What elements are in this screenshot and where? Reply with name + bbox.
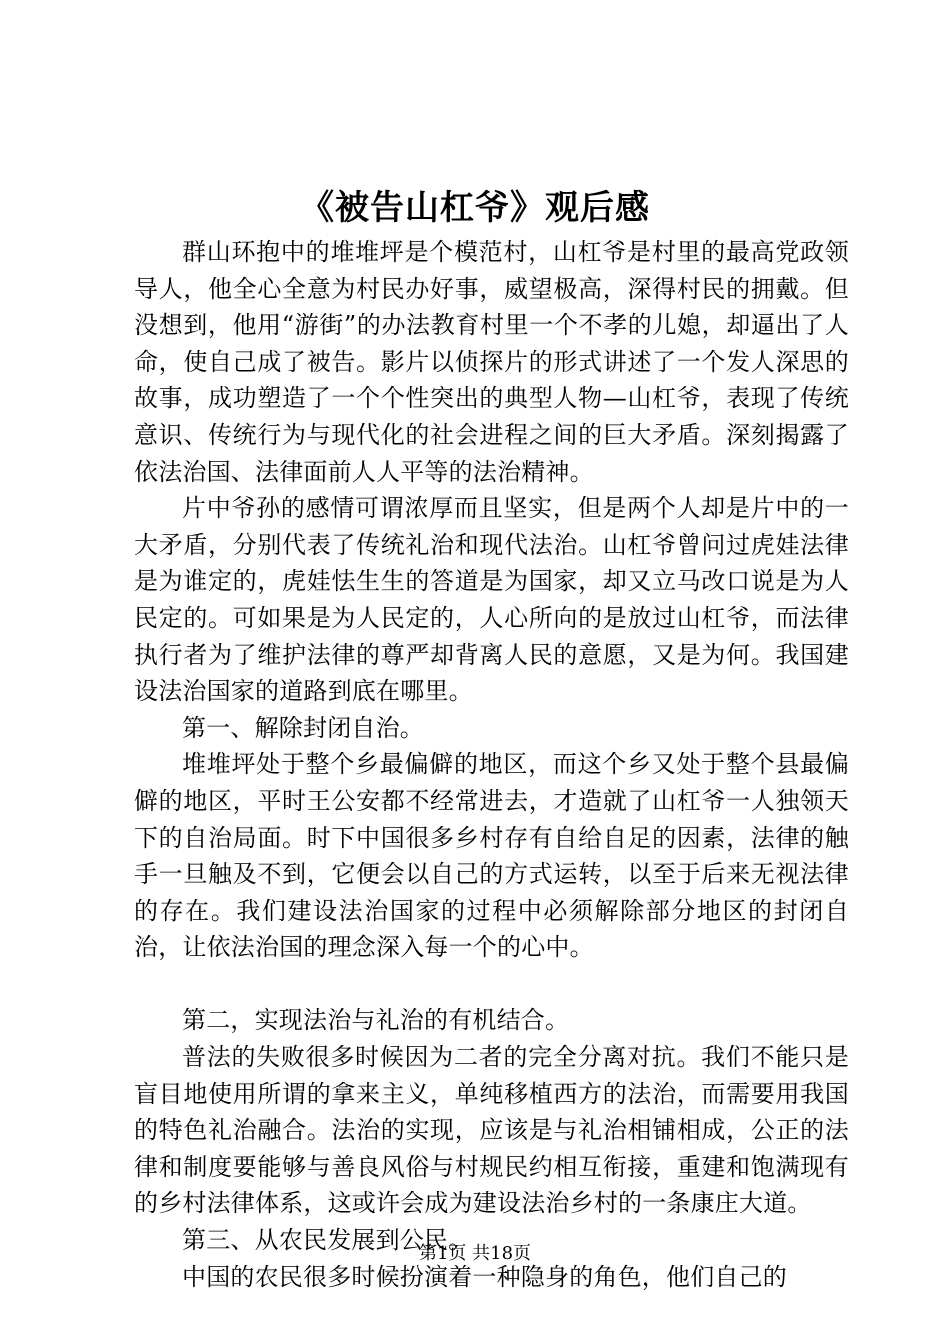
paragraph-point-three: 中国的农民很多时候扮演着一种隐身的角色，他们自己的	[182, 1262, 787, 1291]
paragraph-point-one: 堆堆坪处于整个乡最偏僻的地区，而这个乡又处于整个县最偏僻的地区，平时王公安都不经常进去，才造就了山杠爷一人独领天下的自治局面。时下中国很多乡村存有自给自足的因素，法律的触手一旦触及不到，它便会以自己的方式运转，以至于后来无视法律的存在。我们建设法治国家的过程中必须解除部分地区的封闭自治，让依法治国的理念深入每一个的心中。	[134, 750, 849, 962]
paragraph-contradiction: 片中爷孙的感情可谓浓厚而且坚实，但是两个人却是片中的一大矛盾，分别代表了传统礼治和现代法治。山杠爷曾问过虎娃法律是为谁定的，虎娃怯生生的答道是为国家，却又立马改口说是为人民定的。可如果是为人民定的，人心所向的是放过山杠爷，而法律执行者为了维护法律的尊严却背离人民的意愿，又是为何。我国建设法治国家的道路到底在哪里。	[134, 494, 849, 706]
heading-point-two: 第二，实现法治与礼治的有机结合。	[182, 1006, 570, 1035]
document-body	[134, 234, 849, 1295]
page-number: 第1页 共18页	[418, 1243, 532, 1264]
paragraph-point-two: 普法的失败很多时候因为二者的完全分离对抗。我们不能只是盲目地使用所谓的拿来主义，单纯移植西方的法治，而需要用我国的特色礼治融合。法治的实现，应该是与礼治相铺相成，公正的法律和制度要能够与善良风俗与村规民约相互衔接，重建和饱满现有的乡村法律体系，这或许会成为建设法治乡村的一条康庄大道。	[134, 1043, 849, 1218]
heading-point-three: 第三、从农民发展到公民。	[182, 1226, 473, 1255]
heading-point-one: 第一、解除封闭自治。	[182, 713, 424, 742]
document-title: 《被告山杠爷》观后感	[300, 188, 650, 228]
paragraph-intro: 群山环抱中的堆堆坪是个模范村，山杠爷是村里的最高党政领导人，他全心全意为村民办好事，威望极高，深得村民的拥戴。但没想到，他用“游街”的办法教育村里一个不孝的儿媳，却逼出了人命，使自己成了被告。影片以侦探片的形式讲述了一个发人深思的故事，成功塑造了一个个性突出的典型人物—山杠爷，表现了传统意识、传统行为与现代化的社会进程之间的巨大矛盾。深刻揭露了依法治国、法律面前人人平等的法治精神。	[134, 238, 849, 486]
